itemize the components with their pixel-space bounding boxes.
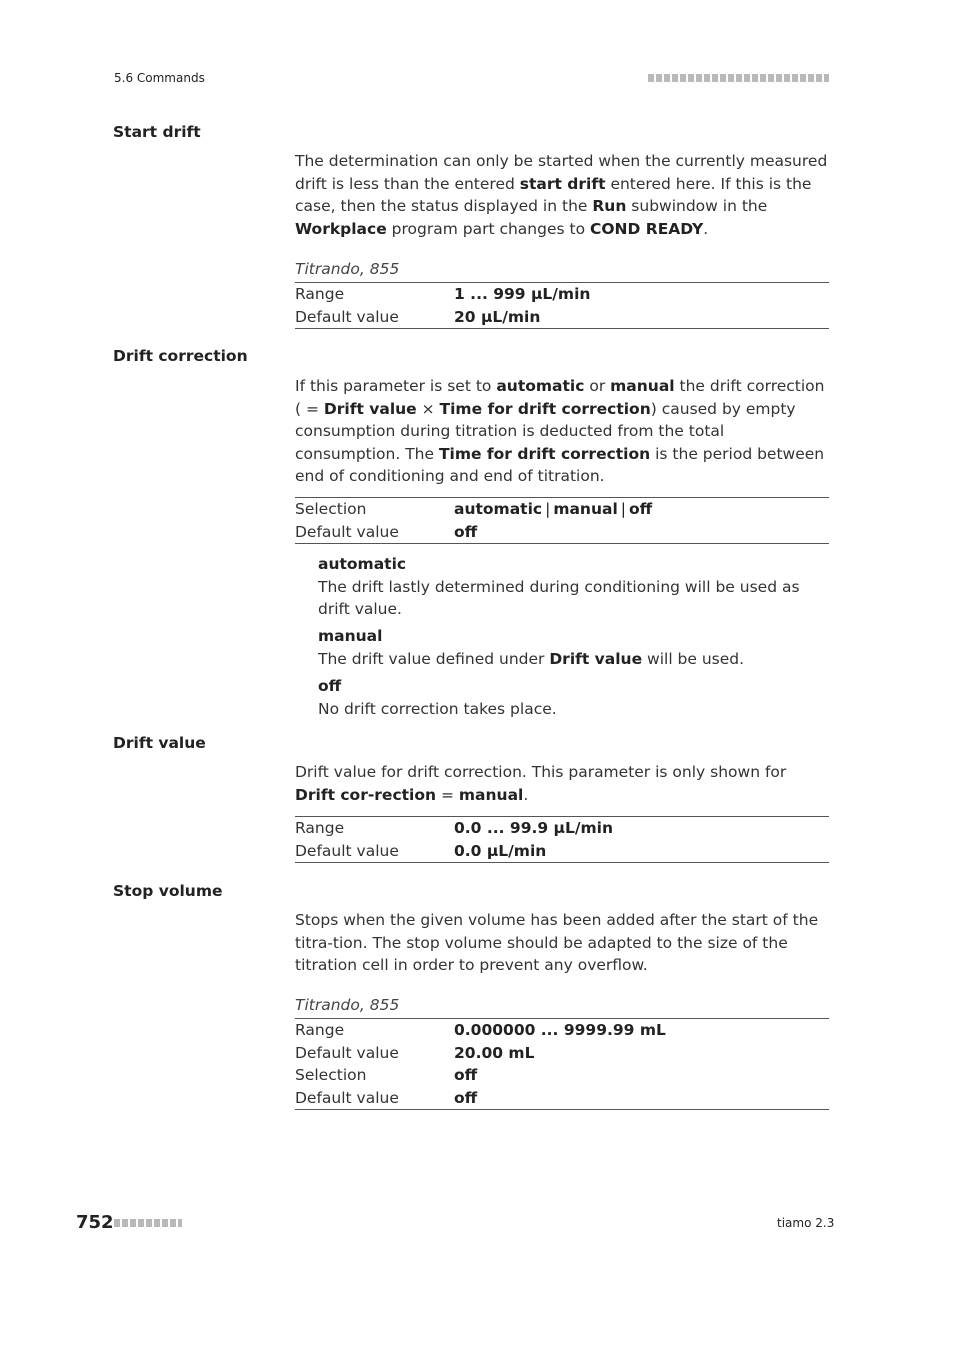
param-value: 20.00 mL: [454, 1043, 535, 1062]
param-key: Selection: [295, 1066, 367, 1084]
param-value: 0.000000 ... 9999.99 mL: [454, 1021, 666, 1039]
table-row: [295, 1019, 829, 1042]
table-row: [295, 521, 829, 544]
table-row: [295, 1087, 829, 1110]
heading-drift-correction: Drift correction: [113, 347, 248, 365]
table-row: [295, 306, 829, 329]
table-row: [295, 1042, 829, 1065]
footer-decoration-dots: [114, 1219, 182, 1227]
param-value: off: [454, 1066, 478, 1084]
param-value: 20 µL/min: [454, 307, 541, 326]
param-table-start-drift: [295, 282, 829, 329]
running-header-section: 5.6 Commands: [114, 71, 205, 85]
option-title: manual: [318, 627, 383, 645]
heading-stop-volume: Stop volume: [113, 882, 223, 900]
param-key: Default value: [295, 307, 399, 326]
param-value: off: [454, 522, 478, 541]
param-value: automatic | manual | off: [454, 500, 653, 518]
param-key: Selection: [295, 500, 367, 518]
param-key: Default value: [295, 522, 399, 541]
option-title: off: [318, 677, 342, 695]
footer-product: tiamo 2.3: [777, 1216, 835, 1230]
paragraph-drift-value: Drift value for drift correction. This parameter is only shown for Drift cor-rection = manual.: [295, 763, 787, 804]
table-row: [295, 283, 829, 306]
heading-start-drift: Start drift: [113, 123, 201, 141]
option-title: automatic: [318, 555, 407, 573]
table-row: [295, 817, 829, 840]
option-automatic: [318, 553, 828, 621]
param-table-drift-value: [295, 816, 829, 863]
paragraph-drift-correction: If this parameter is set to automatic or manual the drift correction ( = Drift value × Time for drift correction) caused by empty consumption during titration is deducted from the total consumption. The Time for drift correction is the period between end of conditioning and end of titration.: [295, 377, 825, 485]
heading-drift-value: Drift value: [113, 734, 206, 752]
param-value: 0.0 ... 99.9 µL/min: [454, 819, 613, 837]
param-key: Default value: [295, 1088, 399, 1107]
param-value: 1 ... 999 µL/min: [454, 285, 591, 303]
param-value: off: [454, 1088, 478, 1107]
paragraph-start-drift: The determination can only be started when the currently measured drift is less than the entered start drift entered here. If this is the case, then the status displayed in the Run subwindow in the Workplace program part changes to COND READY.: [295, 152, 828, 238]
option-description: The drift lastly determined during conditioning will be used as drift value.: [318, 577, 800, 618]
table-row: [295, 498, 829, 521]
param-key: Range: [295, 819, 345, 837]
table-row: [295, 1064, 829, 1087]
param-key: Range: [295, 285, 345, 303]
option-description: The drift value defined under Drift value will be used.: [318, 649, 745, 668]
header-decoration-dots: [648, 74, 829, 82]
page-number: 752: [76, 1212, 114, 1233]
param-value: 0.0 µL/min: [454, 841, 547, 860]
option-off: [318, 675, 828, 720]
option-description: No drift correction takes place.: [318, 699, 557, 718]
param-key: Range: [295, 1021, 345, 1039]
param-key: Default value: [295, 841, 399, 860]
option-manual: [318, 625, 828, 670]
param-key: Default value: [295, 1043, 399, 1062]
caption-stop-volume: Titrando, 855: [295, 996, 400, 1014]
paragraph-stop-volume: Stops when the given volume has been added after the start of the titra-tion. The stop volume should be adapted to the size of the titration cell in order to prevent any overflow.: [295, 911, 819, 974]
caption-start-drift: Titrando, 855: [295, 260, 400, 278]
table-row: [295, 840, 829, 863]
param-table-drift-correction: [295, 497, 829, 544]
param-table-stop-volume: [295, 1018, 829, 1110]
